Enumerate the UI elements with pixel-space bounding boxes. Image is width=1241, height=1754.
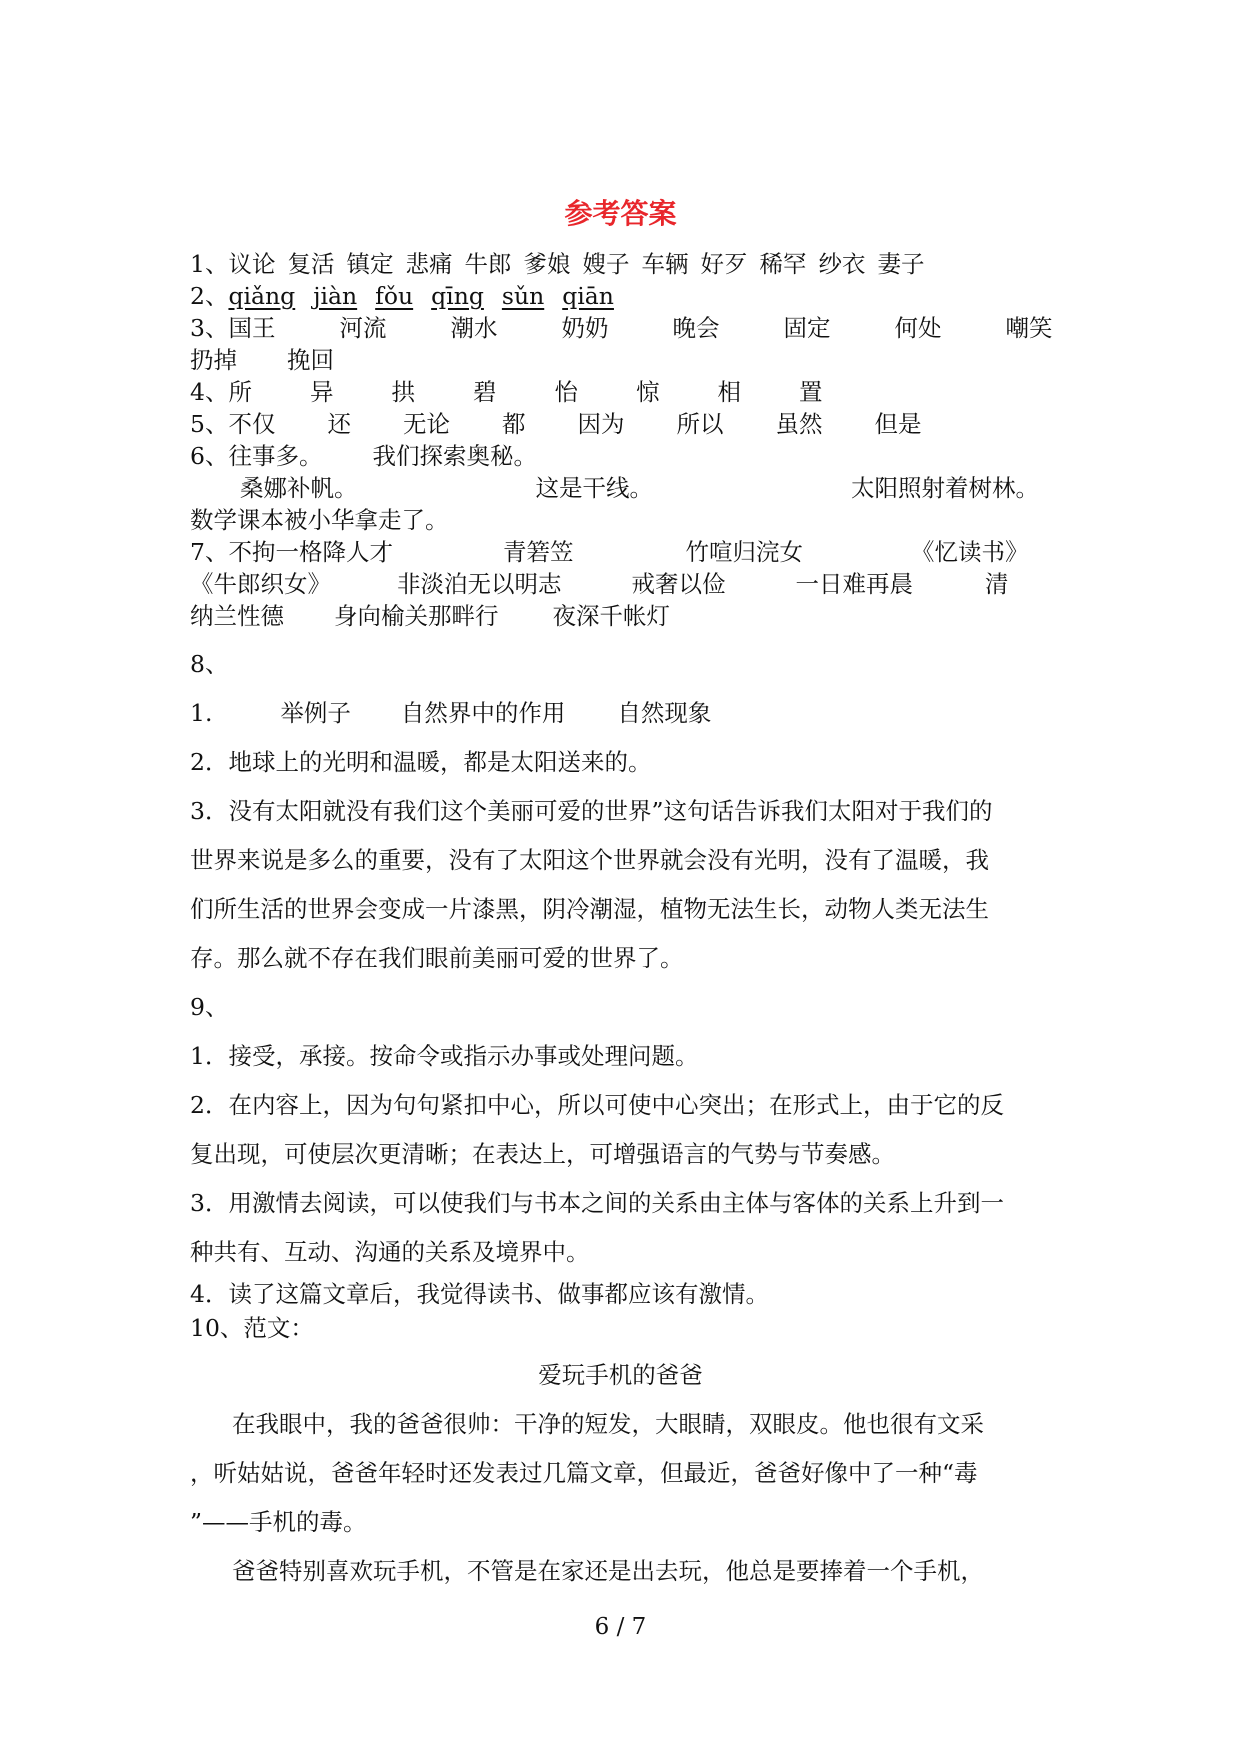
q7-line-3: [190, 600, 1070, 632]
q3-label: 3、: [190, 314, 229, 342]
q8-item-number: 1.: [190, 699, 213, 727]
q8-answer: 举例子: [280, 699, 351, 727]
q4-word: 所: [228, 378, 252, 406]
q2-pinyin: qiān: [562, 282, 614, 310]
q5-word: 不仅: [228, 410, 276, 438]
q7-answer: 《忆读书》: [910, 538, 1029, 566]
q4-word: 异: [309, 378, 334, 406]
q7-answer: 身向榆关那畔行: [334, 602, 499, 630]
page-number: 6 / 7: [594, 1614, 647, 1640]
q6-line-1: [190, 440, 1070, 472]
q1-word: 牛郎: [464, 250, 512, 278]
q4-label: 4、: [190, 378, 229, 406]
q6-label: 6、: [190, 442, 229, 470]
q4-line: [190, 376, 1070, 408]
q5-word: 所以: [676, 410, 724, 438]
q5-word: 还: [327, 410, 351, 438]
q1-word: 妻子: [877, 250, 925, 278]
q7-answer: 纳兰性德: [190, 602, 284, 630]
q3-line-1: [190, 312, 1070, 344]
q6-line-2: [240, 472, 1120, 504]
q1-word: 爹娘: [523, 250, 571, 278]
q8-answer: 自然界中的作用: [400, 699, 566, 727]
q3-word: 挽回: [287, 346, 334, 374]
q3-word: 扔掉: [190, 346, 237, 374]
q3-line-2: [190, 344, 1070, 376]
q6-sentence: 这是干线。: [535, 474, 653, 502]
q4-word: 碧: [472, 378, 497, 406]
q1-line: [190, 248, 1070, 280]
q4-word: 置: [798, 378, 823, 406]
q2-pinyin: fǒu: [375, 282, 414, 310]
essay-p2-line-1: 爸爸特别喜欢玩手机，不管是在家还是出去玩，他总是要捧着一个手机，: [232, 1557, 984, 1585]
essay-p1-line-1: 在我眼中，我的爸爸很帅：干净的短发，大眼睛，双眼皮。他也很有文采: [232, 1410, 984, 1438]
q2-pinyin: qīng: [431, 282, 484, 310]
q1-word: 镇定: [346, 250, 394, 278]
q9-item-1: 1．接受，承接。按命令或指示办事或处理问题。: [190, 1042, 699, 1070]
q4-word: 惊: [635, 378, 660, 406]
q8-item-3-line-2: 世界来说是多么的重要，没有了太阳这个世界就会没有光明，没有了温暖，我: [190, 846, 989, 874]
q2-label: 2、: [190, 282, 229, 310]
q6-line-3: [190, 504, 1070, 536]
q8-item-3-line-4: 存。那么就不存在我们眼前美丽可爱的世界了。: [190, 944, 684, 972]
q5-word: 因为: [577, 410, 625, 438]
q2-line: [190, 280, 1070, 312]
q4-word: 相: [717, 378, 741, 406]
q8-item-2: 2．地球上的光明和温暖，都是太阳送来的。: [190, 748, 652, 776]
q8-answer: 自然现象: [617, 699, 712, 727]
q3-word: 晚会: [672, 314, 720, 342]
q3-word: 何处: [894, 314, 942, 342]
q3-word: 嘲笑: [1005, 314, 1053, 342]
page-title: 参考答案: [564, 197, 677, 230]
q8-item-3-line-1: 3．没有太阳就没有我们这个美丽可爱的世界”这句话告诉我们太阳对于我们的: [190, 797, 993, 825]
q7-answer: 青箬笠: [502, 538, 574, 566]
q1-word: 悲痛: [405, 250, 453, 278]
q6-sentence: 桑娜补帆。: [240, 474, 358, 502]
q7-answer: 清: [985, 570, 1009, 598]
q1-word: 复活: [287, 250, 335, 278]
q7-answer: 夜深千帐灯: [552, 602, 670, 630]
q3-word: 河流: [339, 314, 387, 342]
q3-word: 固定: [783, 314, 831, 342]
q1-word: 车辆: [641, 250, 689, 278]
q7-answer: 竹喧归浣女: [685, 538, 803, 566]
q7-label: 7、: [190, 538, 229, 566]
q7-answer: 戒奢以俭: [631, 570, 726, 598]
q9-label: 9、: [190, 993, 229, 1021]
q1-word: 议论: [228, 250, 276, 278]
q7-line-2: [190, 568, 1070, 600]
q7-line-1: [190, 536, 1070, 568]
q9-item-3-line-2: 种共有、互动、沟通的关系及境界中。: [190, 1238, 590, 1266]
q5-word: 虽然: [775, 410, 823, 438]
q8-item-1: [190, 697, 1070, 729]
q4-word: 拱: [391, 378, 415, 406]
q5-word: 都: [501, 410, 526, 438]
essay-p1-line-3: ”——手机的毒。: [190, 1508, 367, 1536]
q6-sentence: 往事多。: [228, 442, 323, 470]
q3-word: 国王: [228, 314, 276, 342]
q9-item-3-line-1: 3．用激情去阅读，可以使我们与书本之间的关系由主体与客体的关系上升到一: [190, 1189, 1004, 1217]
essay-p1-line-2: ，听姑姑说，爸爸年轻时还发表过几篇文章，但最近，爸爸好像中了一种“毒: [190, 1459, 978, 1487]
q5-word: 但是: [874, 410, 922, 438]
q2-pinyin: sǔn: [501, 282, 545, 310]
q8-label: 8、: [190, 650, 229, 678]
q5-word: 无论: [402, 410, 450, 438]
q1-word: 稀罕: [759, 250, 807, 278]
q4-word: 怡: [554, 378, 578, 406]
essay-title: 爱玩手机的爸爸: [538, 1361, 703, 1389]
q6-sentence: 我们探索奥秘。: [372, 442, 537, 470]
q7-answer: 非淡泊无以明志: [397, 570, 562, 598]
q6-sentence: 太阳照射着树林。: [851, 474, 1039, 502]
q1-label: 1、: [190, 250, 229, 278]
q1-word: 好歹: [700, 250, 748, 278]
q6-sentence: 数学课本被小华拿走了。: [190, 506, 449, 534]
q1-word: 纱衣: [818, 250, 866, 278]
q1-word: 嫂子: [582, 250, 630, 278]
q2-pinyin: jiàn: [313, 282, 358, 310]
q9-item-2-line-1: 2．在内容上，因为句句紧扣中心，所以可使中心突出；在形式上，由于它的反: [190, 1091, 1004, 1119]
q3-word: 奶奶: [561, 314, 609, 342]
q2-pinyin: qiǎng: [228, 282, 296, 310]
q5-line: [190, 408, 1070, 440]
q7-answer: 不拘一格降人才: [228, 538, 393, 566]
q9-item-4: 4．读了这篇文章后，我觉得读书、做事都应该有激情。: [190, 1280, 769, 1308]
q7-answer: 《牛郎织女》: [190, 570, 331, 598]
q7-answer: 一日难再晨: [795, 570, 913, 598]
q9-item-2-line-2: 复出现，可使层次更清晰；在表达上，可增强语言的气势与节奏感。: [190, 1140, 895, 1168]
q5-label: 5、: [190, 410, 229, 438]
q8-item-3-line-3: 们所生活的世界会变成一片漆黑，阴冷潮湿，植物无法生长，动物人类无法生: [190, 895, 989, 923]
q3-word: 潮水: [450, 314, 498, 342]
q10-label: 10、范文：: [190, 1314, 314, 1342]
